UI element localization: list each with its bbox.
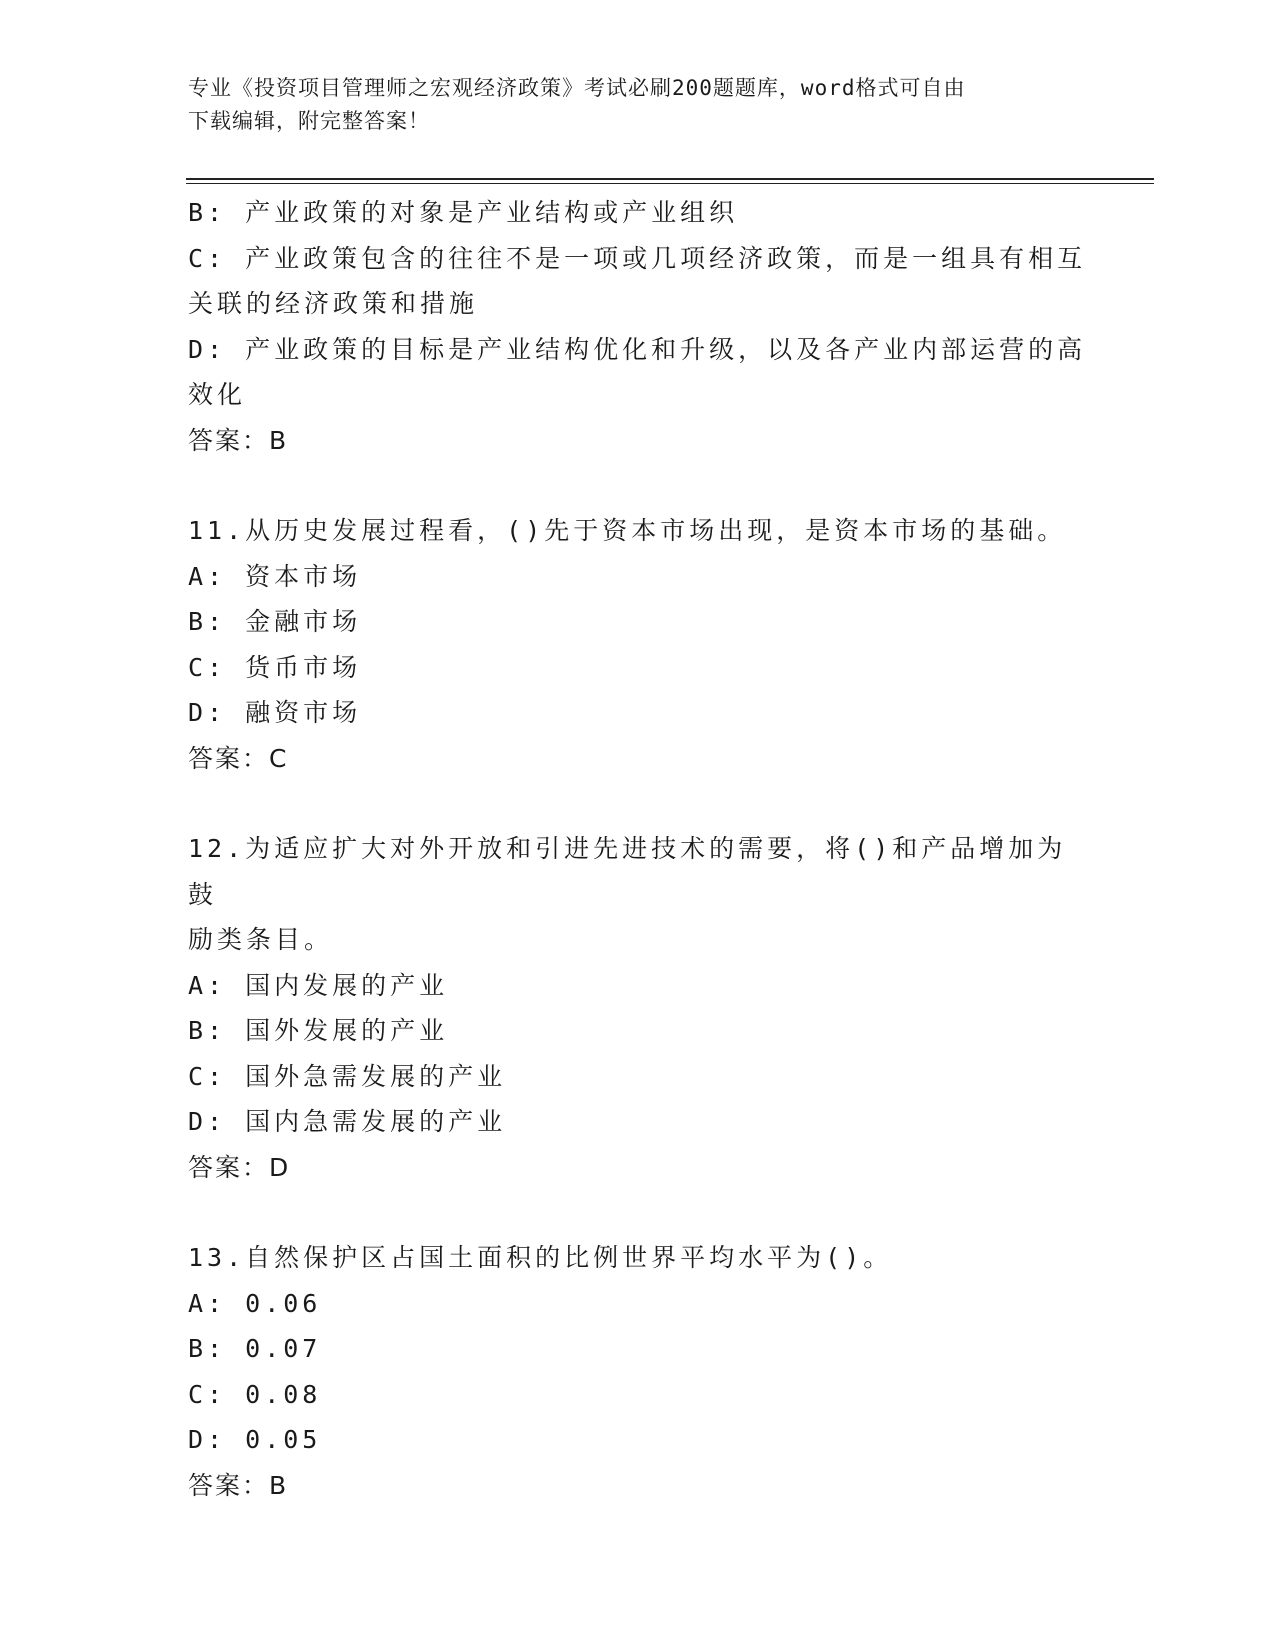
option-c-continued: 关联的经济政策和措施 xyxy=(188,289,479,318)
question-stem: 12.为适应扩大对外开放和引进先进技术的需要，将()和产品增加为鼓 xyxy=(188,834,1067,909)
option-c: C: 0.08 xyxy=(188,1379,322,1409)
header-divider-thick xyxy=(186,178,1154,180)
question-13 xyxy=(188,1235,1088,1508)
option-b: B: 0.07 xyxy=(188,1334,322,1363)
answer-line: 答案：B xyxy=(188,425,289,455)
option-b: B: 产业政策的对象是产业结构或产业组织 xyxy=(188,198,739,227)
question-stem: 11.从历史发展过程看，()先于资本市场出现，是资本市场的基础。 xyxy=(188,516,1067,545)
document-header xyxy=(188,72,1088,138)
prev-question-block xyxy=(188,190,1088,463)
option-c: C: 货币市场 xyxy=(188,652,362,682)
option-a: A: 0.06 xyxy=(188,1288,322,1318)
option-a: A: 资本市场 xyxy=(188,561,362,591)
question-content xyxy=(188,190,1088,1508)
option-d: D: 国内急需发展的产业 xyxy=(188,1107,507,1136)
answer-line: 答案：B xyxy=(188,1470,289,1500)
option-d: D: 产业政策的目标是产业结构优化和升级，以及各产业内部运营的高 xyxy=(188,334,1087,364)
header-line-2: 下载编辑，附完整答案！ xyxy=(188,109,430,133)
header-divider-thin xyxy=(186,183,1154,184)
spacer xyxy=(188,781,1088,826)
spacer xyxy=(188,463,1088,508)
question-stem-continued: 励类条目。 xyxy=(188,925,334,954)
spacer xyxy=(188,1190,1088,1235)
option-b: B: 国外发展的产业 xyxy=(188,1016,449,1045)
option-c: C: 产业政策包含的往往不是一项或几项经济政策，而是一组具有相互 xyxy=(188,243,1087,273)
question-11 xyxy=(188,508,1088,781)
question-stem: 13.自然保护区占国土面积的比例世界平均水平为()。 xyxy=(188,1243,893,1272)
option-d: D: 融资市场 xyxy=(188,698,362,727)
option-a: A: 国内发展的产业 xyxy=(188,970,449,1000)
option-b: B: 金融市场 xyxy=(188,607,362,636)
header-line-1: 专业《投资项目管理师之宏观经济政策》考试必刷200题题库，word格式可自由 xyxy=(188,76,966,100)
option-d-continued: 效化 xyxy=(188,380,247,409)
option-d: D: 0.05 xyxy=(188,1425,322,1454)
option-c: C: 国外急需发展的产业 xyxy=(188,1061,507,1091)
answer-line: 答案：D xyxy=(188,1152,291,1182)
answer-line: 答案：C xyxy=(188,743,289,773)
question-12 xyxy=(188,826,1088,1190)
